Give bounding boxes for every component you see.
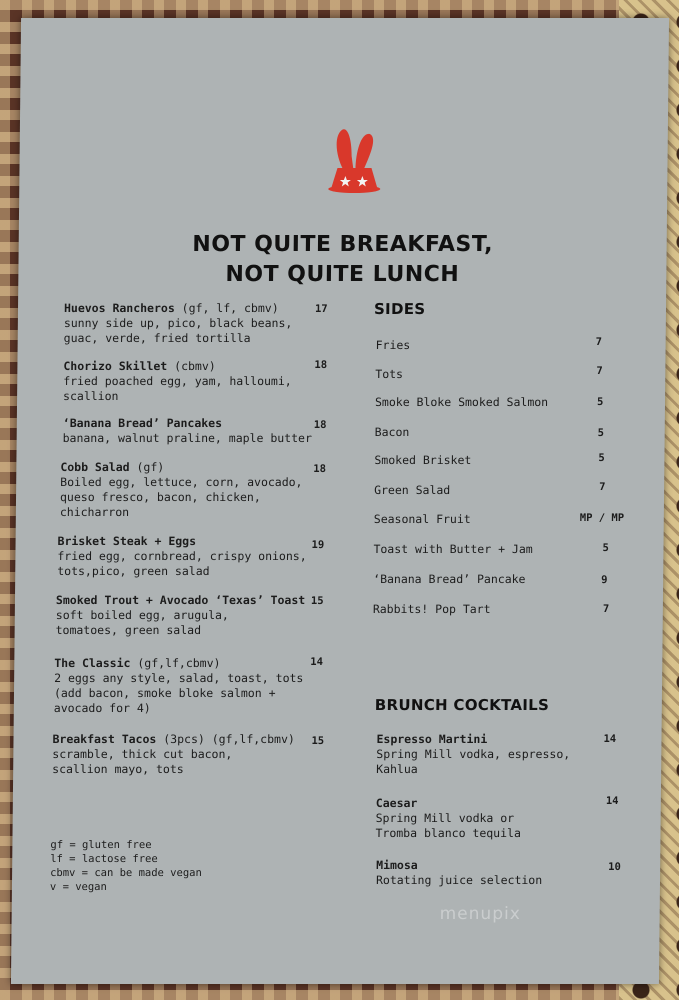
- item-price: 19: [311, 539, 325, 551]
- cocktail-name: Espresso Martini: [376, 732, 488, 746]
- item-description: 2 eggs any style, salad, toast, tots (add bacon, smoke bloke salmon + avocado for 4): [53, 671, 304, 715]
- legend-line: lf = lactose free: [50, 853, 158, 865]
- cocktail-description: Spring Mill vodka, espresso, Kahlua: [376, 747, 571, 776]
- side-price: MP / MP: [579, 512, 625, 524]
- menu-sheet: [11, 18, 669, 984]
- menu-item: [56, 593, 306, 638]
- item-price: 18: [314, 359, 328, 371]
- side-item: Bacon: [374, 425, 410, 439]
- cocktail-price: 10: [608, 861, 621, 873]
- side-price: 7: [596, 365, 603, 377]
- item-price: 15: [311, 735, 325, 747]
- item-tags: (gf, lf, cbmv): [174, 301, 279, 315]
- item-tags: (gf): [129, 460, 165, 474]
- legend-line: v = vegan: [49, 881, 107, 893]
- side-item: Rabbits! Pop Tart: [372, 602, 491, 616]
- item-price: 18: [313, 463, 327, 475]
- menu-item: [54, 656, 304, 716]
- cocktail-price: 14: [603, 733, 617, 745]
- item-description: fried egg, cornbread, crispy onions, tots,pico, green salad: [57, 549, 307, 578]
- menu-item: [52, 732, 295, 777]
- item-name: Smoked Trout + Avocado ‘Texas’ Toast: [55, 593, 306, 607]
- item-name: Breakfast Tacos: [52, 732, 157, 746]
- side-price: 9: [601, 574, 608, 586]
- item-tags: (gf,lf,cbmv): [130, 656, 221, 670]
- item-price: 15: [310, 595, 324, 607]
- item-price: 17: [314, 303, 328, 315]
- cocktail-item: [375, 796, 521, 841]
- menupix-watermark: menupix: [439, 904, 521, 924]
- side-price: 7: [599, 481, 606, 493]
- item-description: fried poached egg, yam, halloumi, scallion: [63, 374, 292, 403]
- legend-line: cbmv = can be made vegan: [50, 867, 202, 879]
- item-name: The Classic: [54, 656, 131, 670]
- legend-line: gf = gluten free: [50, 839, 152, 851]
- item-description: scramble, thick cut bacon, scallion mayo, tots: [52, 747, 233, 776]
- item-price: 14: [310, 656, 324, 668]
- cocktail-name: Mimosa: [376, 858, 418, 872]
- menu-title-line-2: NOT QUITE LUNCH: [225, 262, 460, 287]
- item-tags: (cbmv): [167, 359, 216, 373]
- item-description: sunny side up, pico, black beans, guac, verde, fried tortilla: [63, 316, 293, 345]
- side-item: Smoked Brisket: [374, 453, 472, 467]
- side-item: Toast with Butter + Jam: [373, 542, 533, 556]
- menu-item: [63, 359, 292, 404]
- item-name: Huevos Rancheros: [63, 301, 175, 315]
- side-price: 7: [595, 336, 603, 348]
- sides-heading: SIDES: [373, 300, 426, 318]
- item-name: Brisket Steak + Eggs: [57, 534, 197, 548]
- menu-item: [64, 301, 293, 346]
- side-item: Fries: [375, 338, 411, 352]
- side-price: 5: [602, 542, 609, 554]
- side-item: Seasonal Fruit: [373, 512, 471, 526]
- menu-item: [63, 416, 313, 446]
- item-price: 18: [313, 419, 327, 431]
- cocktail-description: Spring Mill vodka or Tromba blanco tequila: [375, 811, 522, 840]
- item-tags: (3pcs) (gf,lf,cbmv): [156, 732, 295, 746]
- side-price: 5: [598, 452, 605, 464]
- side-item: Tots: [375, 367, 404, 381]
- brunch-cocktails-heading: BRUNCH COCKTAILS: [374, 696, 550, 714]
- dietary-legend: [50, 838, 202, 894]
- item-description: Boiled egg, lettuce, corn, avocado, queso fresco, bacon, chicken, chicharron: [59, 475, 303, 519]
- item-description: banana, walnut praline, maple butter: [62, 431, 312, 445]
- rabbit-hat-logo-icon: [325, 126, 384, 198]
- side-item: Smoke Bloke Smoked Salmon: [374, 395, 549, 409]
- cocktail-name: Caesar: [375, 796, 418, 810]
- cocktail-item: [376, 732, 570, 777]
- menu-item: [57, 534, 307, 579]
- cocktail-description: Rotating juice selection: [375, 873, 543, 887]
- menu-item: [60, 460, 303, 520]
- side-price: 5: [597, 427, 605, 439]
- item-description: soft boiled egg, arugula, tomatoes, green salad: [55, 608, 229, 637]
- item-name: Cobb Salad: [60, 460, 130, 474]
- side-price: 7: [602, 603, 610, 615]
- item-name: ‘Banana Bread’ Pancakes: [62, 416, 223, 430]
- side-item: Green Salad: [374, 483, 451, 497]
- menu-title-line-1: NOT QUITE BREAKFAST,: [192, 232, 494, 257]
- cocktail-item: [376, 858, 542, 888]
- side-item: ‘Banana Bread’ Pancake: [373, 572, 526, 586]
- side-price: 5: [596, 396, 604, 408]
- item-name: Chorizo Skillet: [63, 359, 168, 373]
- cocktail-price: 14: [605, 795, 619, 807]
